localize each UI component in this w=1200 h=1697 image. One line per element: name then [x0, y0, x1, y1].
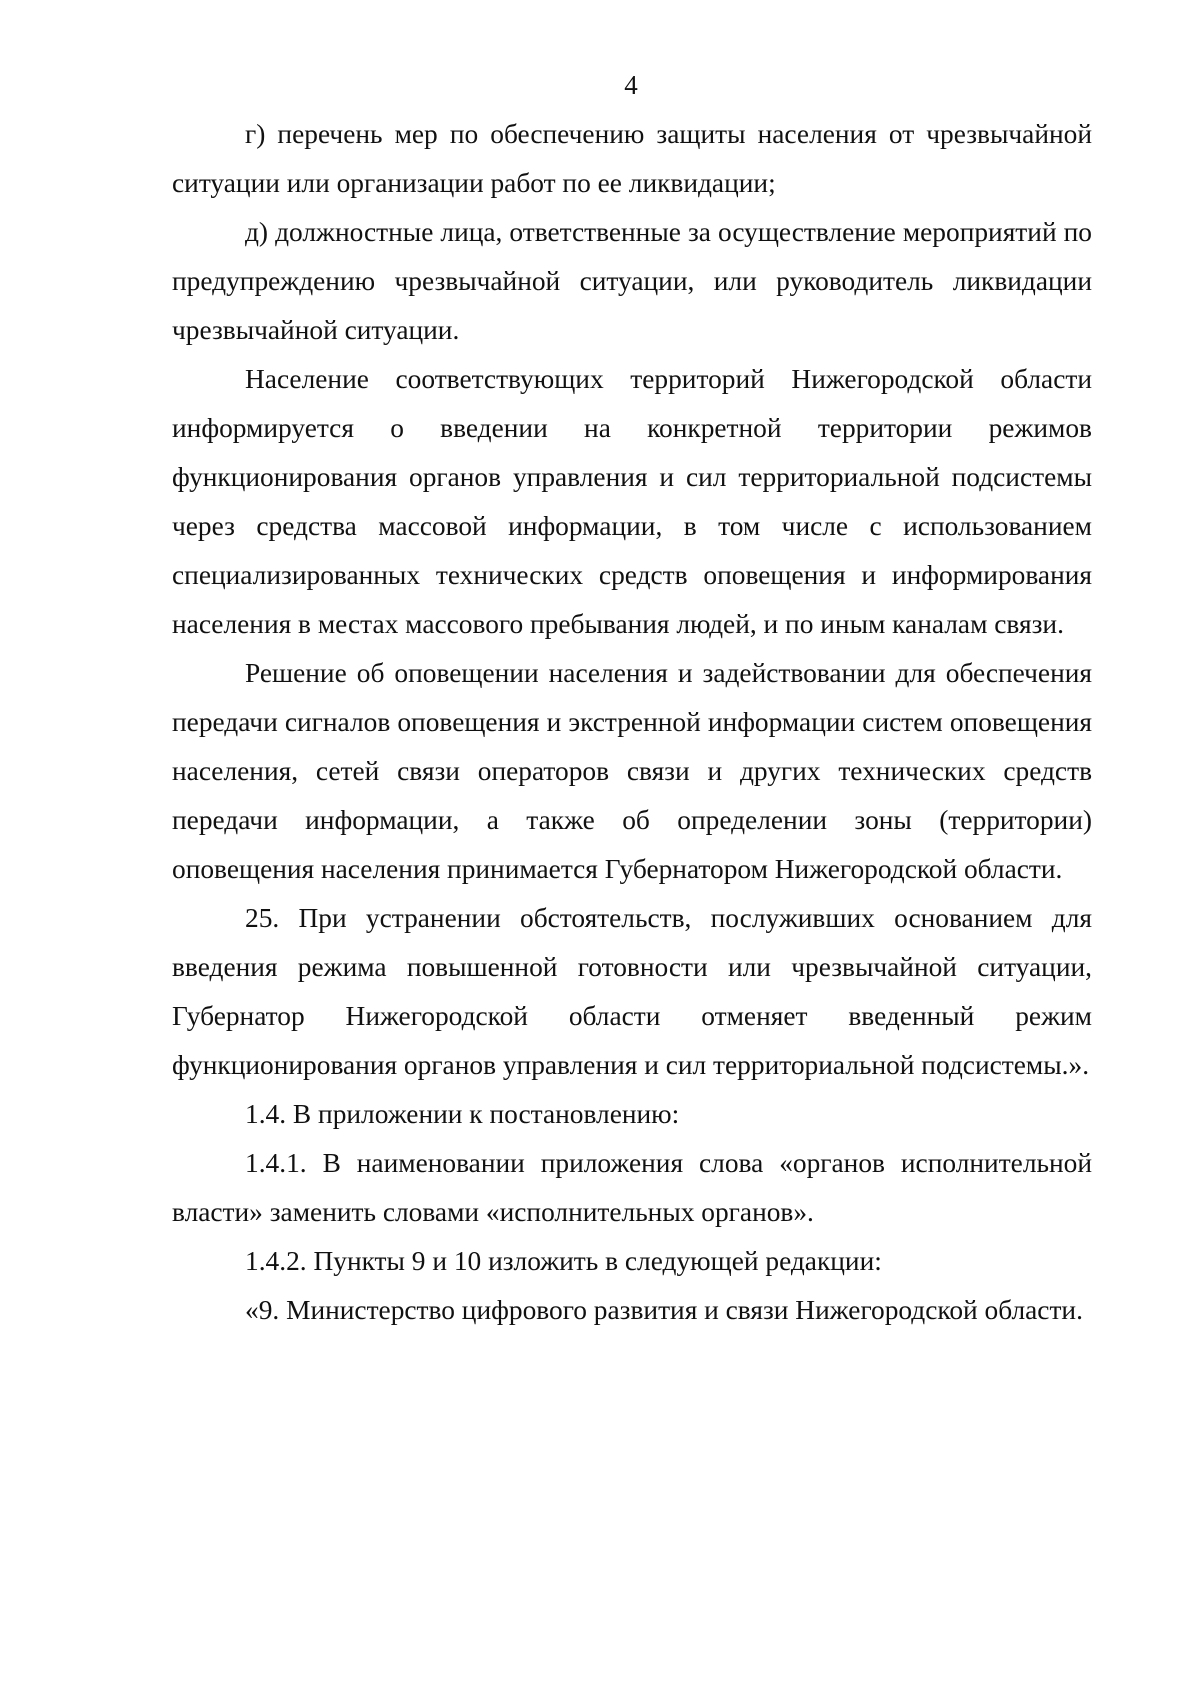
paragraph-clause-1-4: 1.4. В приложении к постановлению:: [245, 1099, 680, 1129]
paragraph-population-informing: Население соответствующих территорий Нижегородской области информируется о введении на конкретной территории режимов функционирования органов управления и сил территориальной подсистемы через средства массовой информации, в том числе с использованием специализированных технических средств оповещения и информирования населения в местах массового пребывания людей, и по иным каналам связи.: [172, 364, 1092, 639]
page-number: 4: [624, 70, 638, 100]
paragraph-clause-25: 25. При устранении обстоятельств, послуживших основанием для введения режима повышенной готовности или чрезвычайной ситуации, Губернатор Нижегородской области отменяет введенный режим функционирования органов управления и сил территориальной подсистемы.».: [172, 903, 1092, 1080]
paragraph-notification-decision: Решение об оповещении населения и задействовании для обеспечения передачи сигналов оповещения и экстренной информации систем оповещения населения, сетей связи операторов связи и других технических средств передачи информации, а также об определении зоны (территории) оповещения населения принимается Губернатором Нижегородской области.: [172, 658, 1092, 884]
paragraph-clause-1-4-1: 1.4.1. В наименовании приложения слова «органов исполнительной власти» заменить словами «исполнительных органов».: [172, 1148, 1092, 1227]
paragraph-item-d: д) должностные лица, ответственные за осуществление мероприятий по предупреждению чрезвычайной ситуации, или руководитель ликвидации чрезвычайной ситуации.: [172, 217, 1092, 345]
paragraph-clause-9: «9. Министерство цифрового развития и связи Нижегородской области.: [245, 1295, 1083, 1325]
paragraph-clause-1-4-2: 1.4.2. Пункты 9 и 10 изложить в следующей редакции:: [245, 1246, 882, 1276]
paragraph-item-g: г) перечень мер по обеспечению защиты населения от чрезвычайной ситуации или организации работ по ее ликвидации;: [172, 119, 1092, 198]
document-body: [172, 110, 1092, 1335]
